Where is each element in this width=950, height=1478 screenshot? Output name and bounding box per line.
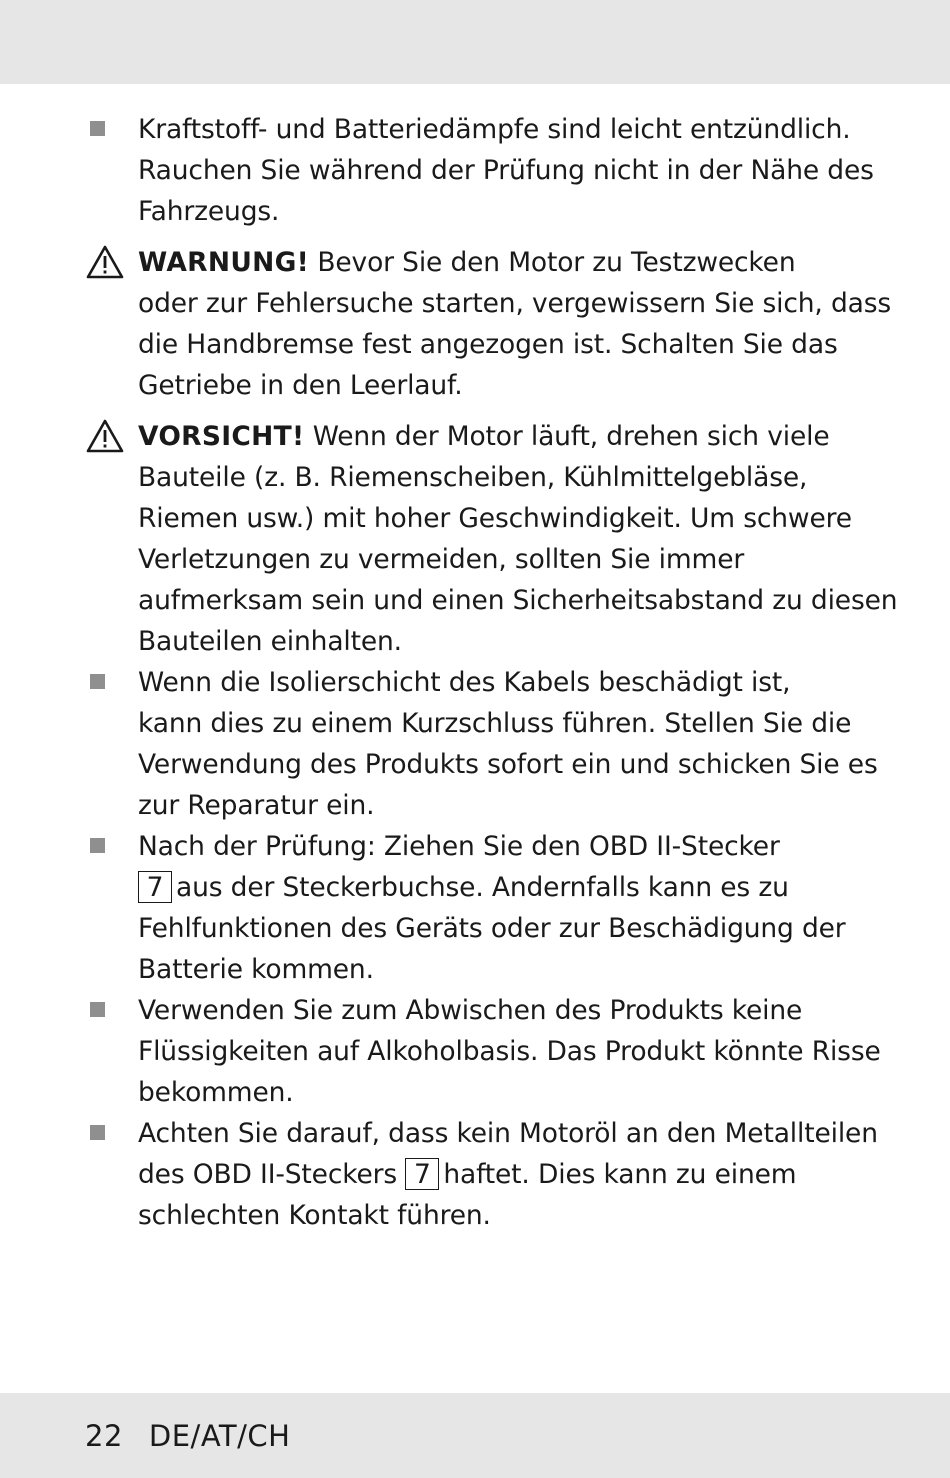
warning-label: WARNUNG!: [138, 247, 310, 278]
square-bullet-icon: [90, 838, 105, 853]
text-line: Riemen usw.) mit hoher Geschwindigkeit. Um schwere: [138, 503, 852, 534]
square-bullet-icon: [90, 1125, 105, 1140]
text-line: Verletzungen zu vermeiden, sollten Sie immer: [138, 544, 745, 575]
page-number: 22: [85, 1419, 123, 1453]
square-bullet-icon: [90, 674, 105, 689]
text-line: [138, 867, 883, 908]
text-line: Achten Sie darauf, dass kein Motoröl an den Metallteilen: [138, 1118, 878, 1149]
text-line: Bauteilen einhalten.: [138, 626, 402, 657]
text-line: Verwenden Sie zum Abwischen des Produkts keine: [138, 995, 803, 1026]
text-run: haftet. Dies kann zu einem: [443, 1159, 797, 1190]
text-line: [138, 416, 883, 457]
text-line: aufmerksam sein und einen Sicherheitsabstand zu diesen: [138, 585, 898, 616]
text-line: Kraftstoff- und Batteriedämpfe sind leicht entzündlich.: [138, 114, 851, 145]
reference-number-box: 7: [138, 871, 172, 903]
text-line: bekommen.: [138, 1077, 294, 1108]
bullet-text: [138, 1113, 883, 1236]
reference-number-box: 7: [405, 1158, 439, 1190]
text-line: Fehlfunktionen des Geräts oder zur Beschädigung der: [138, 913, 846, 944]
bullet-text: [138, 662, 883, 826]
text-run: aus der Steckerbuchse. Andernfalls kann es zu: [176, 872, 789, 903]
warning-triangle-icon: [86, 419, 124, 453]
text-line: Batterie kommen.: [138, 954, 374, 985]
warning-triangle-icon: [86, 245, 124, 279]
text-line: Fahrzeugs.: [138, 196, 280, 227]
header-band: [0, 0, 950, 84]
text-line: Rauchen Sie während der Prüfung nicht in der Nähe des: [138, 155, 874, 186]
square-bullet-icon: [90, 121, 105, 136]
text-line: kann dies zu einem Kurzschluss führen. Stellen Sie die: [138, 708, 852, 739]
text-line: Flüssigkeiten auf Alkoholbasis. Das Produkt könnte Risse: [138, 1036, 881, 1067]
text-line: [138, 1154, 883, 1195]
caution-text: [138, 416, 898, 662]
text-line: [138, 242, 883, 283]
text-run: des OBD II-Steckers: [138, 1159, 406, 1190]
text-line: Wenn die Isolierschicht des Kabels beschädigt ist,: [138, 667, 791, 698]
text-line: oder zur Fehlersuche starten, vergewissern Sie sich, dass: [138, 288, 892, 319]
text-line: schlechten Kontakt führen.: [138, 1200, 491, 1231]
page-footer: [85, 1414, 290, 1458]
bullet-text: [138, 826, 883, 990]
text-line: Verwendung des Produkts sofort ein und schicken Sie es: [138, 749, 878, 780]
text-line: zur Reparatur ein.: [138, 790, 375, 821]
caution-label: VORSICHT!: [138, 421, 305, 452]
bullet-text: [138, 109, 883, 232]
text-line: Bauteile (z. B. Riemenscheiben, Kühlmittelgebläse,: [138, 462, 808, 493]
locale-label: DE/AT/CH: [148, 1419, 291, 1453]
text-run: Wenn der Motor läuft, drehen sich viele: [304, 421, 830, 452]
text-line: die Handbremse fest angezogen ist. Schalten Sie das: [138, 329, 838, 360]
square-bullet-icon: [90, 1002, 105, 1017]
text-line: Nach der Prüfung: Ziehen Sie den OBD II-Stecker: [138, 831, 780, 862]
text-line: Getriebe in den Leerlauf.: [138, 370, 463, 401]
bullet-text: [138, 990, 883, 1113]
text-run: Bevor Sie den Motor zu Testzwecken: [309, 247, 796, 278]
warning-text: [138, 242, 892, 406]
